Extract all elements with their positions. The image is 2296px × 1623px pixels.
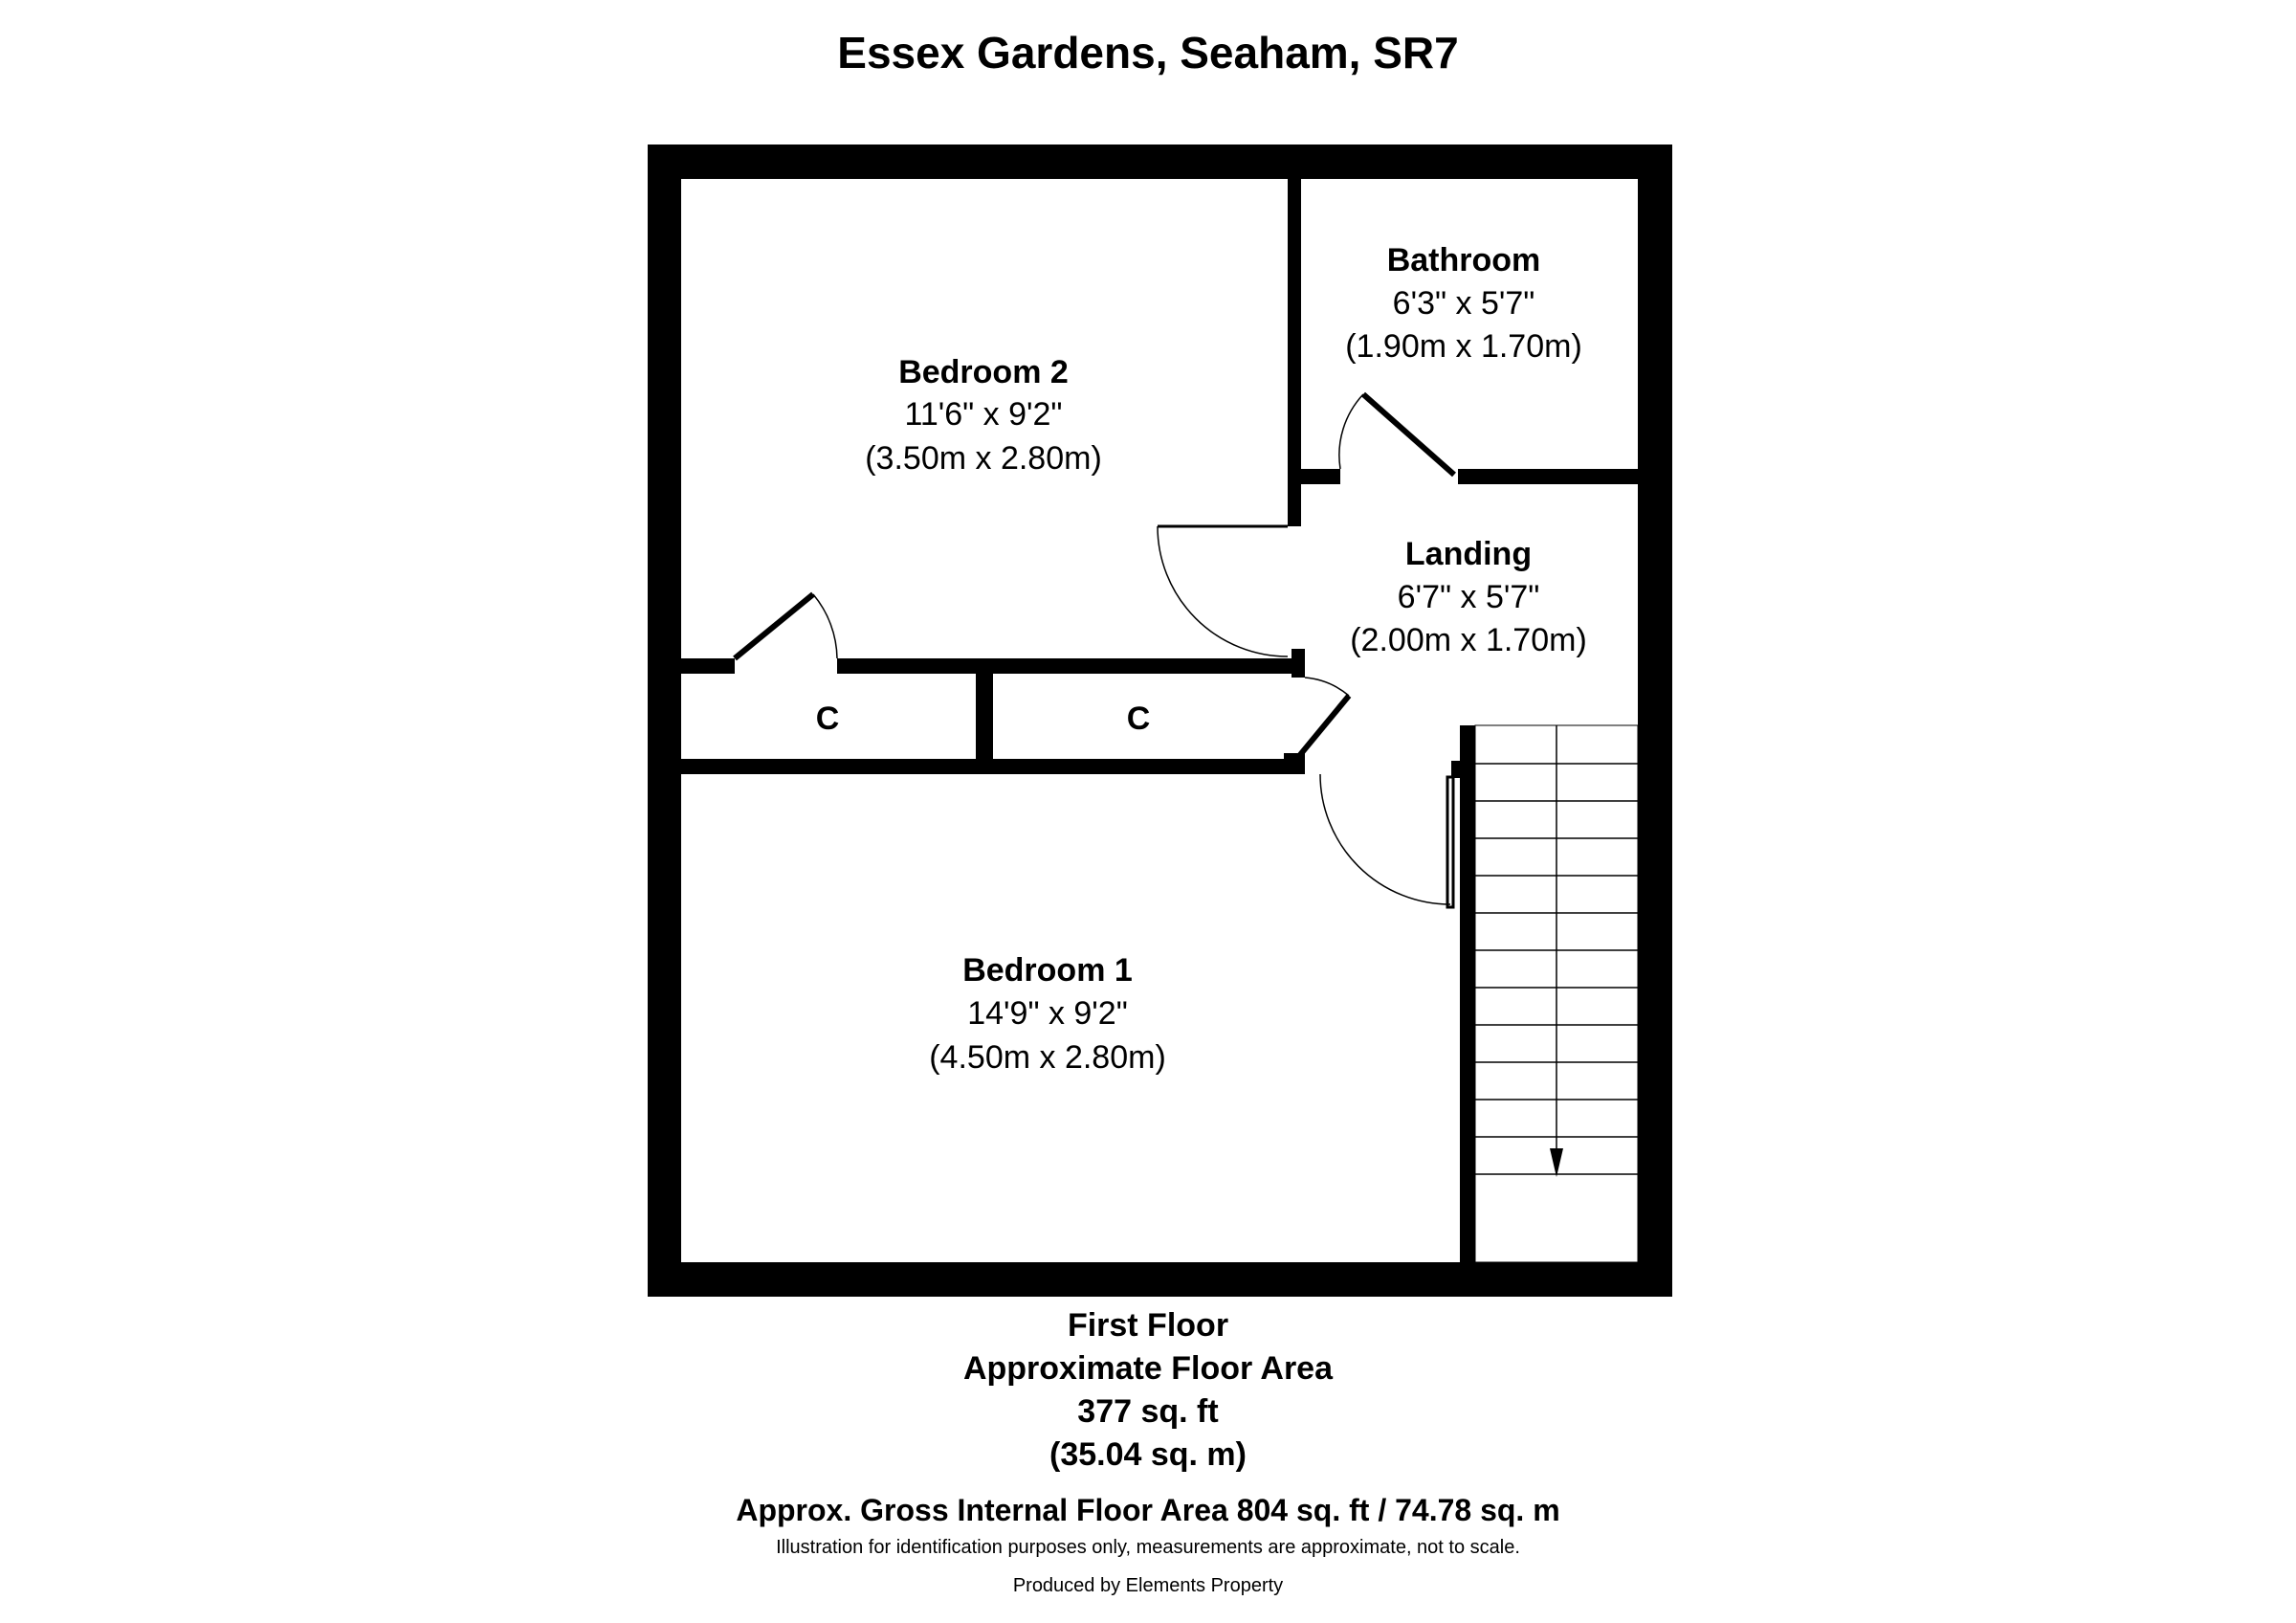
bathroom-door	[1339, 394, 1454, 475]
bathroom-label	[1345, 242, 1582, 365]
bedroom-1-name: Bedroom 1	[962, 952, 1133, 989]
staircase	[1475, 725, 1638, 1262]
bedroom-2-metric: (3.50m x 2.80m)	[865, 440, 1102, 477]
bedroom-2-door	[1158, 526, 1288, 656]
landing-label	[1350, 536, 1587, 658]
cupboard-1-door	[735, 594, 837, 658]
cupboard-label-left: C	[815, 700, 840, 737]
bedroom-1-metric: (4.50m x 2.80m)	[929, 1039, 1166, 1076]
bedroom-1-imperial: 14'9" x 9'2"	[967, 995, 1128, 1032]
cupboard-2-door	[1299, 678, 1349, 756]
cupboard-label-right: C	[1126, 700, 1151, 737]
bathroom-imperial: 6'3" x 5'7"	[1392, 285, 1535, 322]
bathroom-metric: (1.90m x 1.70m)	[1345, 328, 1582, 365]
bedroom-2-imperial: 11'6" x 9'2"	[904, 396, 1063, 433]
floor-name: First Floor	[1067, 1307, 1229, 1344]
gross-internal-area: Approx. Gross Internal Floor Area 804 sq. ft / 74.78 sq. m	[736, 1493, 1560, 1527]
floor-area-sqm: (35.04 sq. m)	[1049, 1436, 1247, 1473]
floor-area-sqft: 377 sq. ft	[1077, 1393, 1219, 1430]
floor-area-label: Approximate Floor Area	[962, 1350, 1334, 1387]
producer-credit: Produced by Elements Property	[1012, 1575, 1284, 1596]
landing-imperial: 6'7" x 5'7"	[1397, 579, 1540, 615]
plan-title: Essex Gardens, Seaham, SR7	[837, 28, 1459, 78]
landing-name: Landing	[1404, 536, 1533, 572]
landing-metric: (2.00m x 1.70m)	[1350, 622, 1587, 658]
bedroom-2-name: Bedroom 2	[898, 354, 1069, 390]
bedroom-1-door	[1320, 774, 1453, 907]
disclaimer: Illustration for identification purposes only, measurements are approximate, not to scale.	[776, 1537, 1520, 1558]
bathroom-name: Bathroom	[1386, 242, 1541, 278]
bedroom-1-label	[929, 952, 1166, 1076]
stair-direction-arrow-icon	[1550, 1148, 1563, 1177]
bedroom-2-label	[865, 354, 1102, 477]
